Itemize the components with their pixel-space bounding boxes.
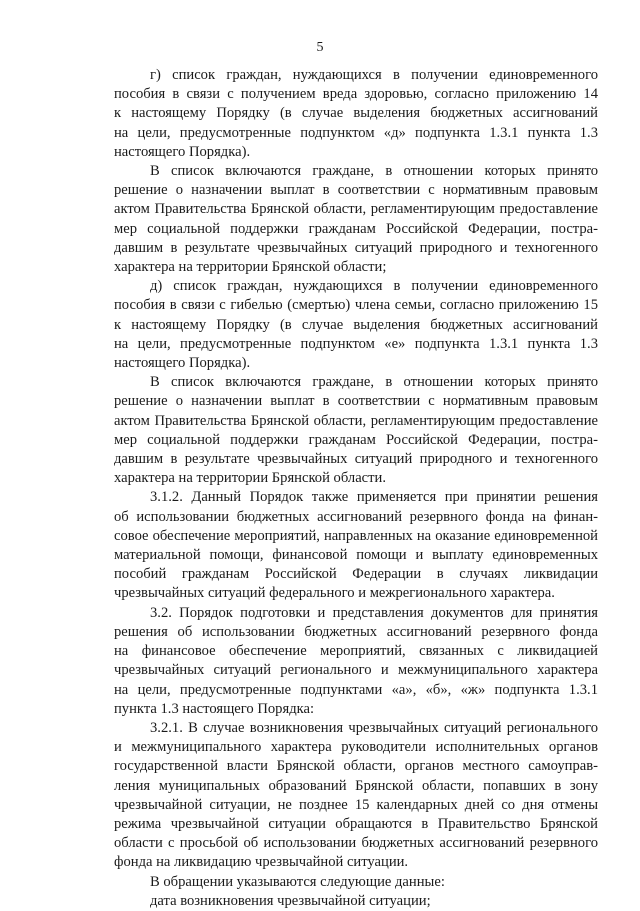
text-line: на цели, предусмотренные подпунктом «д» подпункта 1.3.1 пункта 1.3 <box>114 124 598 141</box>
text-line: В список включаются граждане, в отношении которых принято <box>150 163 598 180</box>
text-line: настоящего Порядка). <box>114 143 251 160</box>
text-line: на цели, предусмотренные подпунктами «а», «б», «ж» подпункта 1.3.1 <box>114 681 598 698</box>
text-line: пособий гражданам Российской Федерации в случаях ликвидации <box>114 566 598 583</box>
text-line: настоящего Порядка). <box>114 355 251 372</box>
text-line: 3.1.2. Данный Порядок также применяется при принятии решения <box>150 489 598 506</box>
text-line: В обращении указываются следующие данные: <box>150 873 445 890</box>
paragraph <box>114 604 598 719</box>
text-line: к настоящему Порядку (в случае выделения бюджетных ассигнований <box>114 105 598 122</box>
text-line: давшим в результате чрезвычайных ситуаций природного и техногенного <box>114 239 598 256</box>
text-line: фонда на ликвидацию чрезвычайной ситуации. <box>114 854 409 871</box>
text-line: актом Правительства Брянской области, регламентирующим предоставление <box>114 201 598 218</box>
text-line: мер социальной поддержки гражданам Российской Федерации, постра- <box>114 220 598 237</box>
paragraph <box>114 277 598 373</box>
text-line: характера на территории Брянской области. <box>114 470 386 487</box>
text-line: д) список граждан, нуждающихся в получении единовременного <box>150 278 598 295</box>
document-body <box>114 66 598 911</box>
text-line: чрезвычайных ситуаций регионального и межмуниципального характера <box>114 662 598 679</box>
text-line: решение о назначении выплат в соответствии с нормативным правовым <box>114 393 598 410</box>
text-line: совое обеспечение мероприятий, направленных на оказание единовременной <box>114 527 598 544</box>
text-line: чрезвычайных ситуаций федерального и межрегионального характера. <box>114 585 555 602</box>
paragraph <box>114 162 598 277</box>
text-line: 3.2. Порядок подготовки и представления документов для принятия <box>150 604 598 621</box>
text-line: решение о назначении выплат в соответствии с нормативным правовым <box>114 182 598 199</box>
paragraph <box>114 873 598 892</box>
text-line: 3.2.1. В случае возникновения чрезвычайных ситуаций регионального <box>150 719 598 736</box>
text-line: к настоящему Порядку (в случае выделения бюджетных ассигнований <box>114 316 598 333</box>
text-line: мер социальной поддержки гражданам Российской Федерации, постра- <box>114 431 598 448</box>
text-line: об использовании бюджетных ассигнований резервного фонда на финан- <box>114 508 598 525</box>
text-line: давшим в результате чрезвычайных ситуаций природного и техногенного <box>114 451 598 468</box>
text-line: государственной власти Брянской области, органов местного самоуправ- <box>114 758 598 775</box>
text-line: В список включаются граждане, в отношении которых принято <box>150 374 598 391</box>
text-line: режима чрезвычайной ситуации обращаются в Правительство Брянской <box>114 815 598 832</box>
text-line: пункта 1.3 настоящего Порядка: <box>114 700 315 717</box>
paragraph <box>114 488 598 603</box>
text-line: пособия в связи с получением вреда здоровью, согласно приложению 14 <box>114 86 598 103</box>
paragraph <box>114 373 598 488</box>
text-line: на цели, предусмотренные подпунктом «е» подпункта 1.3.1 пункта 1.3 <box>114 335 598 352</box>
text-line: дата возникновения чрезвычайной ситуации; <box>150 892 431 909</box>
text-line: материальной помощи, финансовой помощи и выплату единовременных <box>114 547 598 564</box>
text-line: г) список граждан, нуждающихся в получении единовременного <box>150 67 598 83</box>
text-line: чрезвычайной ситуации, не позднее 15 календарных дней со дня отмены <box>114 796 598 813</box>
text-line: на финансовое обеспечение мероприятий, связанных с ликвидацией <box>114 643 598 660</box>
text-line: ления муниципальных образований Брянской области, попавших в зону <box>114 777 598 794</box>
text-line: области с просьбой об использовании бюджетных ассигнований резервного <box>114 835 598 852</box>
paragraph <box>114 719 598 873</box>
text-line: пособия в связи с гибелью (смертью) члена семьи, согласно приложению 15 <box>114 297 598 314</box>
paragraph <box>114 892 598 911</box>
text-line: характера на территории Брянской области; <box>114 259 387 276</box>
paragraph <box>114 66 598 162</box>
page-number: 5 <box>316 40 324 55</box>
text-line: актом Правительства Брянской области, регламентирующим предоставление <box>114 412 598 429</box>
text-line: решения об использовании бюджетных ассигнований резервного фонда <box>114 623 598 640</box>
text-line: и межмуниципального характера руководители исполнительных органов <box>114 739 598 756</box>
